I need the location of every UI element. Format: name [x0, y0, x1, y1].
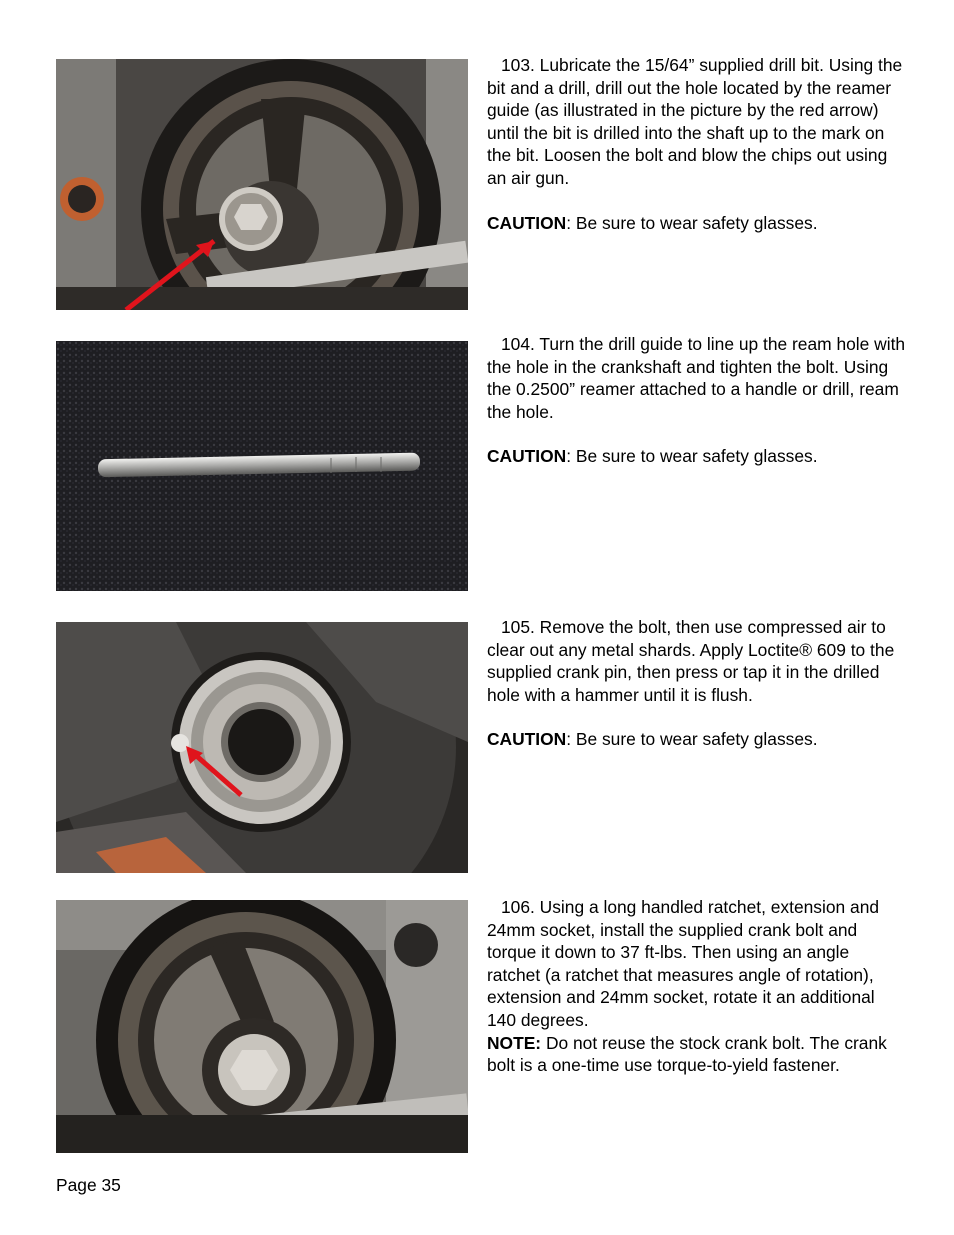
note-text: Do not reuse the stock crank bolt. The crank bolt is a one-time use torque-to-yield fastener. [487, 1032, 887, 1076]
step-106-text: 106. Using a long handled ratchet, extension and 24mm socket, install the supplied crank bolt and torque it down to 37 ft-lbs. Then using an angle ratchet (a ratchet that measures angle of rotation), extension and 24mm socket, rotate it an additional 140 degrees. [487, 897, 880, 1030]
reamer-on-carpet-image [56, 341, 468, 591]
caution-label: CAUTION [487, 212, 567, 233]
installed-crank-bolt-image [56, 900, 468, 1153]
step-104 [487, 333, 907, 468]
photo-step-105 [56, 622, 468, 873]
caution-text: : Be sure to wear safety glasses. [566, 446, 818, 467]
step-104-text: 104. Turn the drill guide to line up the ream hole with the hole in the crankshaft and tighten the bolt. Using the 0.2500” reamer attached to a handle or drill, ream the hole. [487, 334, 906, 422]
photo-step-103 [56, 59, 468, 310]
step-104-caution [487, 445, 907, 468]
caution-label: CAUTION [487, 446, 567, 467]
caution-text: : Be sure to wear safety glasses. [566, 729, 818, 750]
step-106 [487, 896, 907, 1077]
caution-label: CAUTION [487, 729, 567, 750]
crank-pulley-reamer-guide-image [56, 59, 468, 310]
step-103 [487, 54, 907, 234]
step-105-text: 105. Remove the bolt, then use compressed air to clear out any metal shards. Apply Loctite® 609 to the supplied crank pin, then press or tap it in the drilled hole with a hammer until it is flush. [487, 617, 895, 705]
photo-step-106 [56, 900, 468, 1153]
crank-pin-in-hub-image [56, 622, 468, 873]
step-105-caution [487, 728, 907, 751]
step-103-text: 103. Lubricate the 15/64” supplied drill bit. Using the bit and a drill, drill out the hole located by the reamer guide (as illustrated in the picture by the red arrow) until the bit is drilled into the shaft up to the mark on the bit. Loosen the bolt and blow the chips out using an air gun. [487, 55, 903, 188]
page-number: Page 35 [56, 1175, 121, 1195]
note-label: NOTE: [487, 1032, 542, 1053]
step-106-note [487, 1032, 907, 1077]
caution-text: : Be sure to wear safety glasses. [566, 212, 818, 233]
step-103-caution [487, 212, 907, 235]
step-105 [487, 616, 907, 751]
photo-step-104 [56, 341, 468, 591]
